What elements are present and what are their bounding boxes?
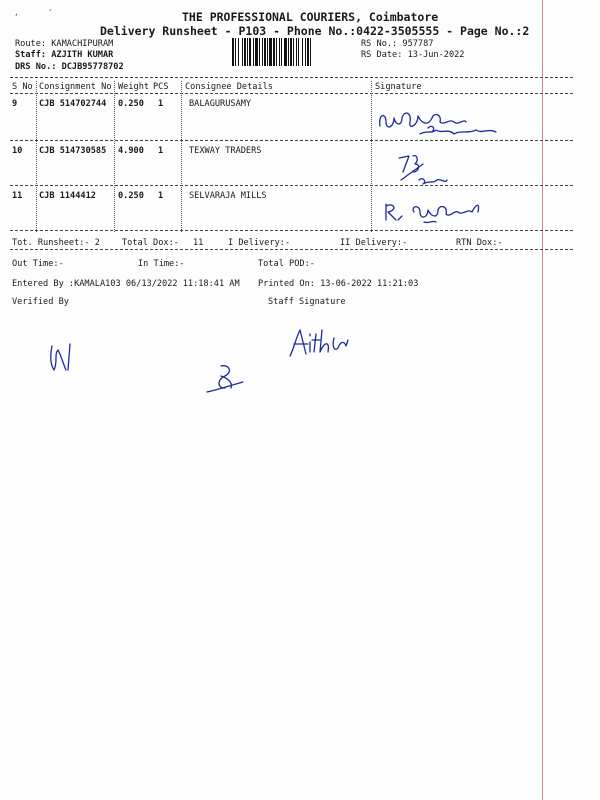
barcode-bar	[310, 38, 311, 66]
rs-date: RS Date: 13-Jun-2022	[361, 50, 465, 60]
runsheet-title: Delivery Runsheet - P103 - Phone No.:0422-3505555 - Page No.:2	[100, 24, 530, 38]
barcode-bar	[296, 38, 297, 66]
scan-specks: , '	[14, 8, 53, 17]
barcode-bar	[305, 38, 306, 66]
col-header-sno: S No	[12, 82, 33, 92]
table-bottom-rule	[10, 230, 573, 231]
staff-signature-label: Staff Signature	[268, 297, 346, 307]
barcode-bar	[307, 38, 309, 66]
col-divider	[36, 81, 37, 232]
col-header-signature: Signature	[375, 82, 422, 92]
barcode-bar	[262, 38, 263, 66]
col-divider	[371, 81, 372, 232]
table-top-rule	[10, 77, 573, 78]
row-pcs: 1	[158, 146, 164, 156]
col-header-pcs: PCS	[153, 82, 169, 92]
barcode-bar	[276, 38, 277, 66]
row-consignee: SELVARAJA MILLS	[189, 191, 267, 201]
row-consignee: TEXWAY TRADERS	[189, 146, 262, 156]
barcode-bar	[267, 38, 268, 66]
total-dox-label: Total Dox:-	[122, 238, 179, 248]
barcode-bar	[273, 38, 275, 66]
total-pod: Total POD:-	[258, 259, 315, 269]
barcode-bar	[247, 38, 248, 66]
rs-number: RS No.: 957787	[361, 39, 434, 49]
row-sno: 10	[12, 146, 23, 156]
rtn-dox: RTN Dox:-	[456, 238, 503, 248]
barcode-bar	[235, 38, 236, 66]
barcode-bar	[269, 38, 272, 66]
verifier-signature-image	[44, 342, 80, 374]
barcode-bar	[249, 38, 251, 66]
barcode-bar	[281, 38, 282, 66]
barcode-bar	[232, 38, 234, 66]
barcode-bar	[264, 38, 266, 66]
drs-number: DRS No.: DCJB95778702	[15, 62, 124, 72]
total-dox-value: 11	[193, 238, 204, 248]
barcode-bar	[284, 38, 287, 66]
verified-by-label: Verified By	[12, 297, 69, 307]
out-time: Out Time:-	[12, 259, 64, 269]
table-header-rule	[10, 93, 573, 94]
total-runsheet: Tot. Runsheet:- 2	[12, 238, 100, 248]
recipient-signature-image	[393, 150, 453, 188]
barcode-bar	[242, 38, 243, 66]
barcode-image	[232, 38, 344, 66]
row-weight: 0.250	[118, 191, 144, 201]
row-divider	[10, 140, 573, 141]
col-divider	[114, 81, 115, 232]
col-header-consignee: Consignee Details	[185, 82, 273, 92]
row-pcs: 1	[158, 191, 164, 201]
entered-by: Entered By :KAMALA103 06/13/2022 11:18:41 AM	[12, 279, 240, 289]
row-sno: 9	[12, 99, 18, 109]
route-label: Route: KAMACHIPURAM	[15, 39, 114, 49]
recipient-signature-image	[376, 104, 506, 140]
recipient-signature-image	[380, 198, 500, 228]
staff-initials-image	[203, 362, 249, 398]
col-header-consignment: Consignment No	[39, 82, 112, 92]
barcode-bar	[238, 38, 239, 66]
barcode-bar	[253, 38, 254, 66]
barcode-bar	[288, 38, 289, 66]
col-header-weight: Weight	[118, 82, 150, 92]
barcode-bar	[244, 38, 246, 66]
row-consignment: CJB 514730585	[39, 146, 107, 156]
printed-on: Printed On: 13-06-2022 11:21:03	[258, 279, 419, 289]
row-divider	[10, 185, 573, 186]
margin-rule-line	[542, 0, 543, 800]
barcode-bar	[259, 38, 260, 66]
barcode-bar	[293, 38, 294, 66]
ii-delivery: II Delivery:-	[340, 238, 408, 248]
staff-signature-image	[286, 326, 358, 360]
row-consignee: BALAGURUSAMY	[189, 99, 252, 109]
row-consignment: CJB 514702744	[39, 99, 107, 109]
totals-rule	[10, 249, 573, 250]
row-weight: 0.250	[118, 99, 144, 109]
barcode-bar	[302, 38, 303, 66]
in-time: In Time:-	[138, 259, 185, 269]
i-delivery: I Delivery:-	[228, 238, 291, 248]
barcode-bar	[255, 38, 258, 66]
barcode-bar	[279, 38, 280, 66]
row-weight: 4.900	[118, 146, 144, 156]
staff-label: Staff: AZJITH KUMAR	[15, 50, 114, 60]
row-sno: 11	[12, 191, 23, 201]
barcode-bar	[298, 38, 299, 66]
barcode-bar	[290, 38, 292, 66]
col-divider	[181, 81, 182, 232]
row-consignment: CJB 1144412	[39, 191, 96, 201]
company-title: THE PROFESSIONAL COURIERS, Coimbatore	[182, 10, 439, 24]
row-pcs: 1	[158, 99, 164, 109]
